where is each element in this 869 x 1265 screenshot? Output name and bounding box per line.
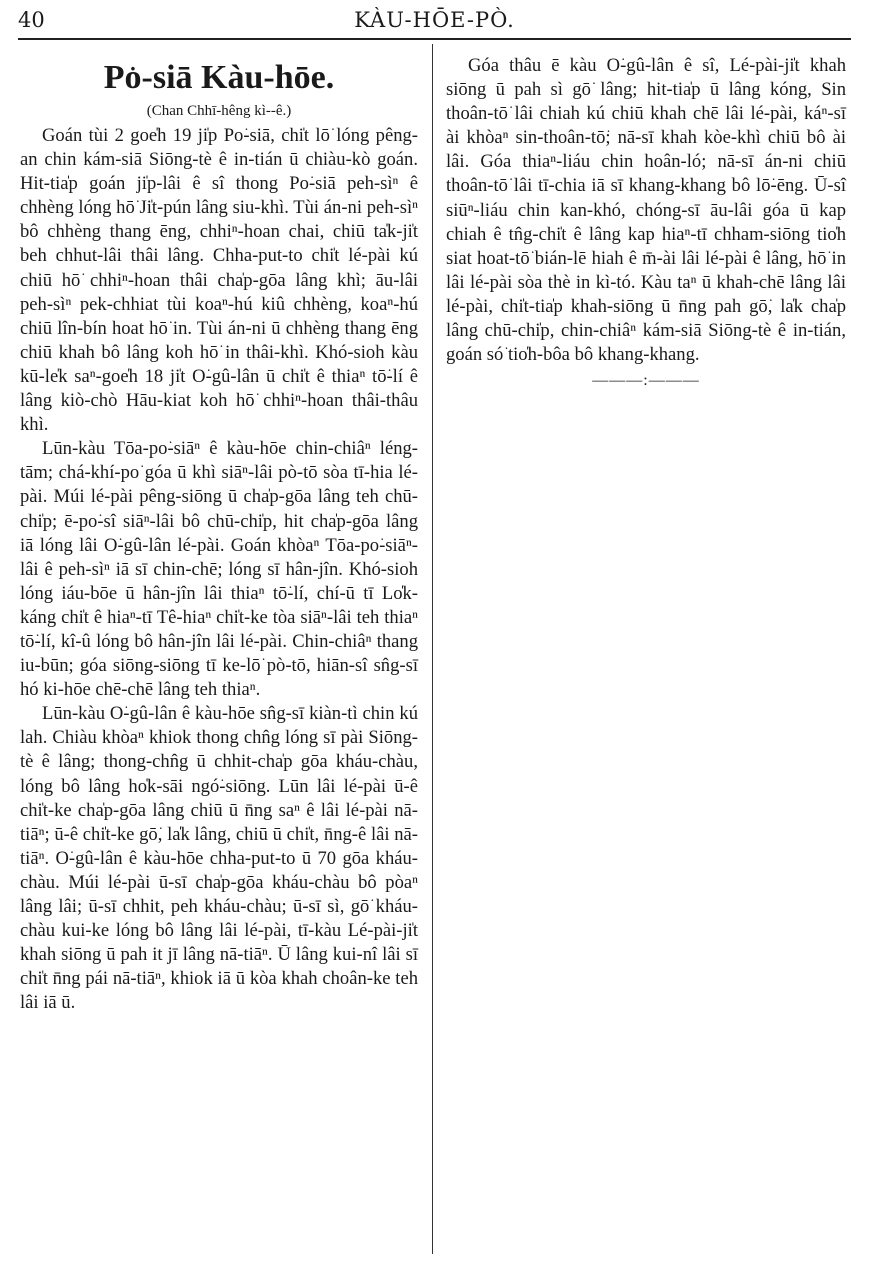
right-column (446, 54, 846, 393)
page-number: 40 (18, 8, 45, 32)
column-divider (432, 44, 433, 1254)
left-column (20, 58, 418, 1015)
paragraph-4: Góa thâu ē kàu O͘-gû-lân ê sî, Lé-pài-ji̍t khah siōng ū pah sì gō͘ lâng; hit-tia̍p ū lâng kóng, Sin thoân-tō͘ lâi chiah kú chiū khah chē lâi lé-pài, káⁿ-sī ài khòaⁿ sin-thoân-tō͘; nā-sī khah kòe-khì chiū bô ài lâi. Góa thiaⁿ-liáu chin hoân-ló; nā-sī án-ni chiū thoân-tō͘ lâi tī-chia iā sī khang-khang bô lō͘-ēng. Ū-sî siūⁿ-liáu chin kan-khó, chóng-sī āu-lâi góa ū kap chiah ê tn̂g-chi̍t ê lâng kap hiaⁿ-tī chham-siōng tio̍h siat hoat-tō͘ bián-lē hiah ê m̄-ài lâi lé-pài ê lâng, hō͘ in lâi lé-pài sòa thè in kì-tó. Kàu taⁿ ū khah-chē lâng lâi lé-pài, chi̍t-tia̍p khah-siōng ū n̄ng pah gō͘, la̍k cha̍p lâng chū-chi̍p, chin-chiâⁿ kám-siā Siōng-tè ê in-tián, goán só͘ tio̍h-bôa bô khang-khang. (446, 55, 846, 366)
article-byline: (Chan Chhī-hêng kì--ê.) (146, 103, 292, 119)
paragraph-1: Goán tùi 2 goe̍h 19 ji̍p Po͘-siā, chi̍t lō͘ lóng pêng-an chin kám-siā Siōng-tè ê in-tián ū chiàu-kò goán. Hit-tia̍p goán ji̍p-lâi ê sî thong Po͘-siā peh-sìⁿ ê chhèng lóng hō͘ Ji̍t-pún lâng siu-khì. Tùi án-ni peh-sìⁿ bô chhèng thang ēng, chhiⁿ-hoan chai, chiū ta̍k-ji̍t beh chhut-lâi thâi lâng. Chha-put-to chi̍t lé-pài kú chiū hō͘ chhiⁿ-hoan thâi cha̍p-gōa lâng khì; āu-lâi peh-sìⁿ pek-chhiat tùi koaⁿ-hú kiû chhèng, koaⁿ-hú chiū lîn-bín hoat hō͘ in. Tùi án-ni ū chhèng thang ēng chiū khah bô lâng koh hō͘ in thâi-khì. Khó-sioh kàu kū-le̍k saⁿ-goe̍h 18 ji̍t O͘-gû-lân ū chi̍t ê thiaⁿ tō͘-lí ê lâng kiò-chò Hāu-kiat koh hō͘ chhiⁿ-hoan thâi-thâu khì. (20, 125, 418, 436)
article-title: Po͘-siā Kàu-hōe. (103, 59, 335, 96)
paragraph-2: Lūn-kàu Tōa-po͘-siāⁿ ê kàu-hōe chin-chiâⁿ léng-tām; chá-khí-po͘ góa ū khì siāⁿ-lâi pò-tō sòa tī-hia lé-pài. Múi lé-pài pêng-siōng ū cha̍p-gōa lâng teh chū-chi̍p; ē-po͘-sî siāⁿ-lâi bô chū-chi̍p, hit cha̍p-gōa lâng iā lóng lâi O͘-gû-lân lé-pài. Goán khòaⁿ Tōa-po͘-siāⁿ-lâi ê peh-sìⁿ iā sī chin-chē; lóng sī hân-jîn. Khó-sioh lóng iáu-bōe ū hân-jîn lâi thiaⁿ tō͘-lí, chí-ū tī Lo̍k-káng chi̍t ê hiaⁿ-tī Tê-hiaⁿ chi̍t-ke tòa siāⁿ-lâi teh thiaⁿ tō͘-lí, kî-û lóng bô hân-jîn lâi lé-pài. Chin-chiâⁿ thang iu-būn; góa siōng-siōng tī ke-lō͘ pò-tō, hiān-sî sn̂g-sī hó ki-hōe chē-chē lâng teh thiaⁿ. (20, 438, 418, 701)
article-end-rule: ———:——— (592, 372, 700, 390)
journal-title: KÀU-HŌE-PÒ. (354, 8, 515, 32)
running-header (18, 8, 851, 40)
paragraph-3: Lūn-kàu O͘-gû-lân ê kàu-hōe sn̂g-sī kiàn-tì chin kú lah. Chiàu khòaⁿ khiok thong chn̂g lóng sī pài Siōng-tè ê lâng; thong-chn̂g ū chhit-cha̍p gōa kháu-chàu, lóng bô lâng ho̍k-sāi ngó͘-siōng. Lūn lâi lé-pài ū-ê chi̍t-ke cha̍p-gōa lâng chiū ū n̄ng saⁿ ê lâi lé-pài nā-tiāⁿ; ū-ê chi̍t-ke gō͘, la̍k lâng, chiū ū chi̍t, n̄ng-ê lâi nā-tiāⁿ. O͘-gû-lân ê kàu-hōe chha-put-to ū 70 gōa kháu-chàu. Múi lé-pài ū-sī cha̍p-gōa kháu-chàu bô pòaⁿ lâng lâi; ū-sī chhit, peh kháu-chàu; ū-sī sì, gō͘ kháu-chàu kui-ke lóng bô lâng lâi lé-pài, tī-kàu Lé-pài-ji̍t khah siōng ū pah it jī lâng nā-tiāⁿ. Ū lâng kui-nî lâi sī chi̍t n̄ng pái nā-tiāⁿ, khiok iā ū kòa khah choân-ke teh lâi iā ū. (20, 703, 418, 1014)
